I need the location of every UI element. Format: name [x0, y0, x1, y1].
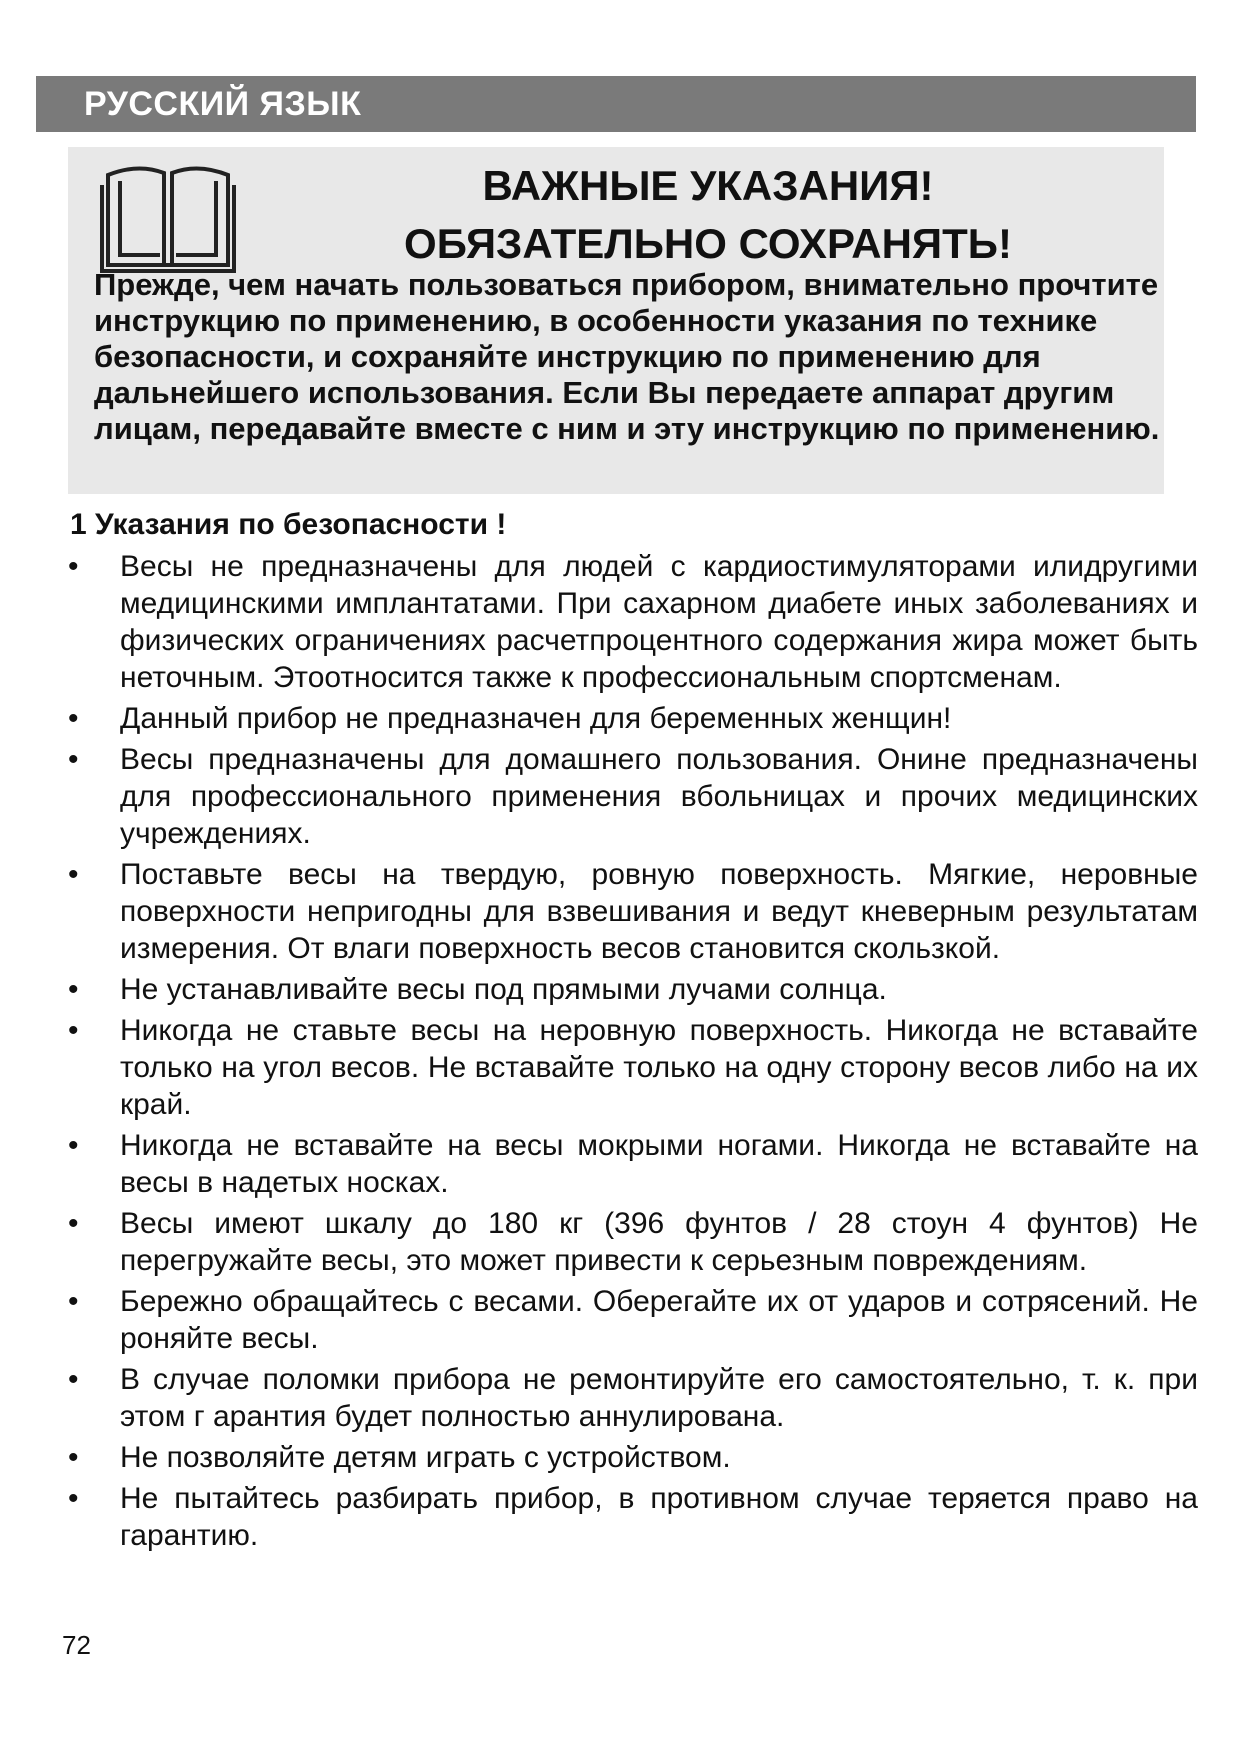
list-item-text: Весы предназначены для домашнего пользования. Онине предназначены для профессионального применения вбольницах и прочих медицинских учреждениях. [120, 743, 1198, 850]
bullet-icon: • [68, 973, 79, 1006]
list-item-text: Никогда не вставайте на весы мокрыми ногами. Никогда не вставайте на весы в надетых носках. [120, 1129, 1198, 1199]
list-item [68, 741, 1198, 852]
list-item [68, 1480, 1198, 1554]
bullet-icon: • [68, 1207, 79, 1240]
notice-title [268, 157, 1148, 273]
list-item [68, 700, 1198, 737]
list-item-text: Поставьте весы на твердую, ровную поверхность. Мягкие, неровные поверхности непригодны для взвешивания и ведут кневерным результатам измерения. От влаги поверхность весов становится скользкой. [120, 858, 1198, 965]
list-item [68, 1283, 1198, 1357]
bullet-icon: • [68, 1363, 79, 1396]
list-item-text: Никогда не ставьте весы на неровную поверхность. Никогда не вставайте только на угол весов. Не вставайте только на одну сторону весов либо на их край. [120, 1014, 1198, 1121]
list-item [68, 1205, 1198, 1279]
list-item-text: Бережно обращайтесь с весами. Оберегайте их от ударов и сотрясений. Не роняйте весы. [120, 1285, 1198, 1355]
list-item [68, 548, 1198, 696]
list-item-text: В случае поломки прибора не ремонтируйте его самостоятельно, т. к. при этом г арантия будет полностью аннулирована. [120, 1363, 1198, 1433]
notice-text: Прежде, чем начать пользоваться прибором, внимательно прочтите инструкцию по применению, в особенности указания по технике безопасности, и сохраняйте инструкцию по применению для дальнейшего использования. Если Вы передаете аппарат другим лицам, передавайте вместе с ним и эту инструкцию по применению. [94, 267, 1160, 446]
language-label: РУССКИЙ ЯЗЫК [84, 85, 362, 123]
list-item-text: Весы не предназначены для людей с кардиостимуляторами илидругими медицинскими имплантатами. При сахарном диабете иных заболеваниях и физических ограничениях расчетпроцентного содержания жира может быть неточным. Этоотносится также к профессиональным спортсменам. [120, 550, 1198, 694]
bullet-icon: • [68, 1014, 79, 1047]
list-item [68, 1439, 1198, 1476]
list-item-text: Не устанавливайте весы под прямыми лучами солнца. [120, 973, 887, 1006]
list-item [68, 1012, 1198, 1123]
book-icon [98, 155, 238, 275]
safety-list [68, 548, 1198, 1558]
list-item [68, 1127, 1198, 1201]
bullet-icon: • [68, 1441, 79, 1474]
notice-title-line-2: ОБЯЗАТЕЛЬНО СОХРАНЯТЬ! [404, 220, 1012, 267]
list-item [68, 1361, 1198, 1435]
bullet-icon: • [68, 1129, 79, 1162]
important-notice-box [68, 147, 1164, 494]
list-item [68, 856, 1198, 967]
list-item-text: Не позволяйте детям играть с устройством. [120, 1441, 731, 1474]
bullet-icon: • [68, 702, 79, 735]
bullet-icon: • [68, 858, 79, 891]
bullet-icon: • [68, 1285, 79, 1318]
list-item-text: Не пытайтесь разбирать прибор, в противном случае теряется право на гарантию. [120, 1482, 1198, 1552]
page-number: 72 [62, 1630, 91, 1660]
list-item-text: Весы имеют шкалу до 180 кг (396 фунтов / 28 стоун 4 фунтов) Не перегружайте весы, это может привести к серьезным повреждениям. [120, 1207, 1198, 1277]
list-item [68, 971, 1198, 1008]
section-heading: 1 Указания по безопасности ! [70, 508, 507, 541]
bullet-icon: • [68, 1482, 79, 1515]
list-item-text: Данный прибор не предназначен для беременных женщин! [120, 702, 952, 735]
bullet-icon: • [68, 550, 79, 583]
notice-title-line-1: ВАЖНЫЕ УКАЗАНИЯ! [482, 162, 934, 209]
bullet-icon: • [68, 743, 79, 776]
language-header [36, 76, 1196, 132]
